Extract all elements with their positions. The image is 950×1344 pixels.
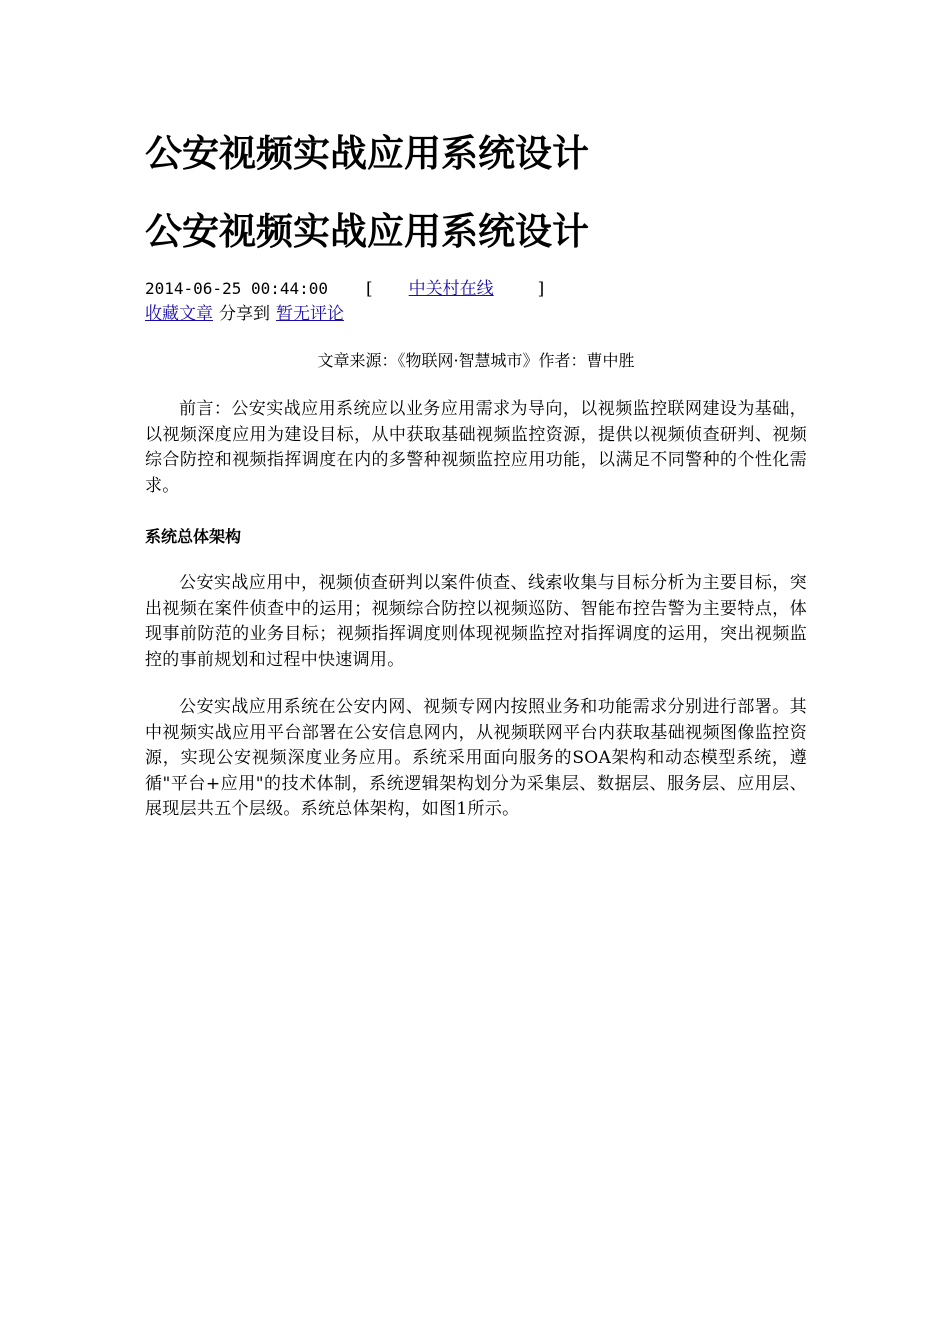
share-label: 分享到	[219, 304, 270, 324]
intro-paragraph: 前言：公安实战应用系统应以业务应用需求为导向，以视频监控联网建设为基础，以视频深度应用为建设目标，从中获取基础视频监控资源，提供以视频侦查研判、视频综合防控和视频指挥调度在内的多警种视频监控应用功能，以满足不同警种的个性化需求。	[145, 399, 807, 496]
article	[145, 128, 807, 823]
article-meta	[145, 276, 807, 302]
article-byline: 文章来源：《物联网·智慧城市》作者：曹中胜	[317, 351, 635, 370]
body-paragraph: 公安实战应用中，视频侦查研判以案件侦查、线索收集与目标分析为主要目标，突出视频在案件侦查中的运用；视频综合防控以视频巡防、智能布控告警为主要特点，体现事前防范的业务目标；视频指挥调度则体现视频监控对指挥调度的运用，突出视频监控的事前规划和过程中快速调用。	[145, 573, 807, 670]
bracket-open: [	[366, 279, 373, 299]
article-title-repeat: 公安视频实战应用系统设计	[145, 209, 589, 253]
comments-link[interactable]: 暂无评论	[276, 304, 344, 324]
article-title: 公安视频实战应用系统设计	[145, 131, 589, 175]
source-link[interactable]: 中关村在线	[408, 279, 494, 299]
article-actions	[145, 302, 807, 327]
bracket-close: ]	[537, 279, 545, 299]
section-heading: 系统总体架构	[145, 527, 242, 546]
favorite-article-link[interactable]: 收藏文章	[145, 304, 213, 324]
publish-date: 2014-06-25 00:44:00	[145, 279, 329, 298]
body-paragraph: 公安实战应用系统在公安内网、视频专网内按照业务和功能需求分别进行部署。其中视频实战应用平台部署在公安信息网内，从视频联网平台内获取基础视频图像监控资源，实现公安视频深度业务应用。系统采用面向服务的SOA架构和动态模型系统，遵循"平台+应用"的技术体制，系统逻辑架构划分为采集层、数据层、服务层、应用层、展现层共五个层级。系统总体架构，如图1所示。	[145, 697, 807, 819]
